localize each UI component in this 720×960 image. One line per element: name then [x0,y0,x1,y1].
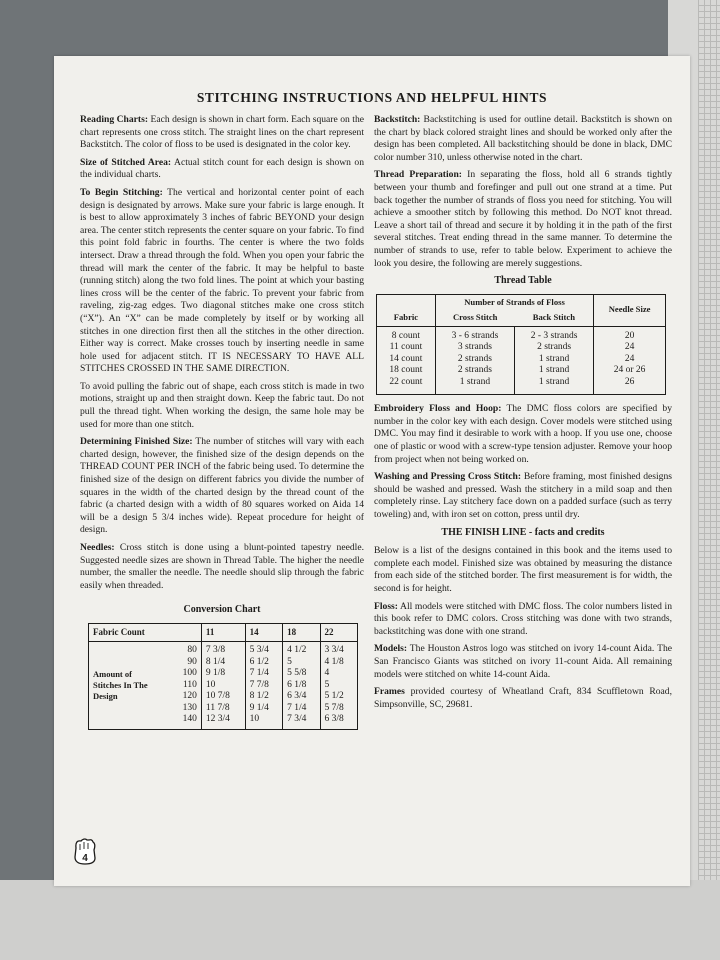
thread-row [377,377,666,395]
backstitch-section: Backstitch: Backstitching is used for outline detail. Backstitch is shown on the chart by black colored straight lines and should be worked only after the design has been completed. All backstitching should be done in black, DMC color number 310, unless otherwise noted in the chart. [374,114,672,163]
thread-needle-cell: 24 [594,342,666,354]
conversion-value: 12 3/4 [205,714,230,725]
cross-stitch-header: Cross Stitch [435,310,514,326]
conversion-value: 120 [182,691,197,702]
thread-row [377,342,666,354]
thread-back-cell: 1 strand [515,354,594,366]
conversion-value: 10 [249,714,260,725]
strands-header: Number of Strands of Floss [435,294,593,310]
thread-back-cell: 1 strand [515,377,594,395]
thread-row [377,354,666,366]
fabric-count-header: Fabric Count [89,623,202,642]
finished-size-section: Determining Finished Size: The number of stitches will vary with each charted design, however, the finished size of the design depends on the THREAD COUNT PER INCH of the fabric being used. To determine the finished size of the design on different fabrics you divide the number of squares in the width of the charted design by the thread count of the fabric (a charted design with a width of 80 squares worked on Aida 14 will be a design 5 3/4 inches wide). Repeat procedure for height of design. [80,436,364,536]
conversion-value: 80 [187,645,197,656]
conversion-value: 5 1/2 [324,691,344,702]
needle-size-header: Needle Size [594,294,666,326]
page-number: 4 [82,853,88,864]
stitch-amount-list [183,645,197,726]
conversion-value: 5 [324,679,330,690]
thread-fabric-cell: 8 count [377,326,436,342]
thread-fabric-cell: 11 count [377,342,436,354]
conversion-value: 5 3/4 [249,645,269,656]
conversion-value: 7 3/8 [205,645,226,656]
left-column [80,114,364,730]
stitch-amount-cell [89,642,202,730]
thread-needle-cell: 20 [594,326,666,342]
thread-back-cell: 2 strands [515,342,594,354]
floss-hoop-section: Embroidery Floss and Hoop: The DMC floss colors are specified by number in the color key with each design. Cover models were stitched using DMC. You may find it desirable to work with a hoop. If you use one, choose one of plastic or wood with a screw-type tension adjuster. Remove your hoop from project when not being worked on. [374,403,672,465]
conversion-value: 8 1/4 [205,656,226,667]
thread-cross-cell: 2 strands [435,365,514,377]
back-stitch-header: Back Stitch [515,310,594,326]
thread-fabric-cell: 18 count [377,365,436,377]
conversion-value: 6 1/2 [249,656,269,667]
conversion-chart-table [88,623,358,730]
conversion-value: 6 3/4 [287,691,307,702]
conversion-value: 7 1/4 [249,668,269,679]
adjacent-page-grid [698,0,720,960]
booklet-page [54,56,690,886]
reading-charts-section: Reading Charts: Each design is shown in chart form. Each square on the chart represents one cross stitch. The straight lines on the chart represent Backstitch. The color of floss to be used is designated in the color key. [80,114,364,151]
conversion-chart-title: Conversion Chart [183,604,261,616]
conversion-value: 130 [182,702,197,713]
thread-back-cell: 2 - 3 strands [515,326,594,342]
conversion-value: 5 5/8 [287,668,307,679]
conversion-value: 7 3/4 [287,714,307,725]
count-18-values [283,642,320,730]
table-surface [0,880,720,960]
conversion-value: 3 3/4 [324,645,344,656]
count-22-values [320,642,357,730]
conversion-value: 4 1/8 [324,656,344,667]
conversion-value: 5 7/8 [324,702,344,713]
thread-table-body [377,326,666,395]
conversion-value: 8 1/2 [249,691,269,702]
thread-back-cell: 1 strand [515,365,594,377]
conversion-value: 9 1/8 [205,668,226,679]
conversion-value: 140 [182,714,197,725]
count-11-values [201,642,245,730]
conversion-value: 100 [182,668,197,679]
finish-line-heading: THE FINISH LINE - facts and credits [441,526,605,538]
thread-needle-cell: 24 [594,354,666,366]
conversion-value: 10 7/8 [205,691,230,702]
count-14-header: 14 [245,623,282,642]
conversion-value: 4 1/2 [287,645,307,656]
count-14-values [245,642,282,730]
conversion-value: 6 3/8 [324,714,344,725]
floss-credits-section: Floss: All models were stitched with DMC floss. The color numbers listed in this book refer to DMC colors. Cross stitching was done with two strands, backstitching was done with one strand. [374,600,672,637]
thread-needle-cell: 24 or 26 [594,365,666,377]
thread-needle-cell: 26 [594,377,666,395]
thread-row [377,365,666,377]
stitched-area-section: Size of Stitched Area: Actual stitch count for each design is shown on the individual charts. [80,156,364,181]
count-22-header: 22 [320,623,357,642]
thread-cross-cell: 1 strand [435,377,514,395]
pull-fabric-paragraph: To avoid pulling the fabric out of shape, each cross stitch is made in two motions, straight up and then straight down. Keep the fabric taut. Do not pull the thread tight. When working the design, the same hole may be used for more than one stitch. [80,380,364,430]
thread-table [376,294,666,396]
conversion-value: 10 [205,679,216,690]
fabric-header: Fabric [377,294,436,326]
thread-table-title: Thread Table [494,275,552,287]
thread-cross-cell: 3 strands [435,342,514,354]
finish-line-paragraph: Below is a list of the designs contained in this book and the items used to complete each model. Finished size was obtained by measuring the distance from each side of the stitched border. The first measurement is for width, the second is for height. [374,545,672,594]
conversion-value: 7 1/4 [287,702,307,713]
thread-cross-cell: 3 - 6 strands [435,326,514,342]
conversion-value: 9 1/4 [249,702,269,713]
conversion-value: 11 7/8 [205,702,230,713]
thread-fabric-cell: 22 count [377,377,436,395]
conversion-value: 4 [324,668,330,679]
page-number-badge [72,838,98,866]
models-section: Models: The Houston Astros logo was stitched on ivory 14-count Aida. The San Francisco Giants was stitched on ivory 11-count Aida. All remaining models were stitched on white 14-count Aida. [374,643,672,680]
conversion-value: 7 7/8 [249,679,269,690]
frames-section: Frames provided courtesy of Wheatland Craft, 834 Scuffletown Road, Simpsonville, SC, 29681. [374,686,672,710]
right-column [374,114,672,716]
thread-row [377,326,666,342]
thread-prep-section: Thread Preparation: In separating the floss, hold all 6 strands tightly between your thumb and forefinger and pull out one strand at a time. Put back together the number of strands of floss you need for stitching. You will achieve a smoother stitch by following this method. Do NOT knot thread. Leave a short tail of thread and secure it by holding it in the path of the first several stitches. Treat ending thread in the same manner. To determine the number of strands to use, refer to table below. Experiment to achieve the look you desire, the following are merely suggestions. [374,169,673,269]
needles-section: Needles: Cross stitch is done using a blunt-pointed tapestry needle. Suggested needle sizes are shown in Thread Table. The higher the needle number, the smaller the needle. The needle should slip through the fabric easily when threaded. [80,542,364,591]
count-11-header: 11 [201,623,245,642]
count-18-header: 18 [283,623,320,642]
conversion-value: 110 [183,679,197,690]
thread-fabric-cell: 14 count [377,354,436,366]
page-title: STITCHING INSTRUCTIONS AND HELPFUL HINTS [196,90,548,105]
conversion-value: 6 1/8 [287,679,307,690]
washing-section: Washing and Pressing Cross Stitch: Before framing, most finished designs should be washed and pressed. Wash the stitchery in a mild soap and then completely rinse. Lay stitchery face down on a padded surface (such as terry toweling) and, with iron set on cotton, press until dry. [374,471,672,520]
thread-cross-cell: 2 strands [435,354,514,366]
stitch-amount-label: Amount of Stitches In The Design [93,669,148,702]
conversion-value: 90 [187,656,197,667]
begin-stitching-section: To Begin Stitching: The vertical and horizontal center point of each design is designated by arrows. Make sure your fabric is large enough. It is best to allow approximately 3 inches of fabric BEYOND your design area. The center stitch represents the center square on your fabric. To find this point fold fabric in fourths. The center is where the two folds intersect. Draw a thread through the fold. When you open your fabric the thread will mark the center of the fabric. It may be helpful to baste (running stitch) along the two fold lines. The point at which your basting lines cross will be the center of the fabric. To prevent your fabric from raveling, zig-zag edges. Two diagonal stitches make one cross stitch (“X”). An “X” can be made completely by itself or by working all stitches in one direction first then all the stitches in the other direction. Either way is correct. Make crosses touch by inserting needle in same hole used for adjacent stitch. IT IS NECESSARY TO HAVE ALL STITCHES CROSSED IN THE SAME DIRECTION. [80,186,365,375]
conversion-value: 5 [287,656,292,667]
